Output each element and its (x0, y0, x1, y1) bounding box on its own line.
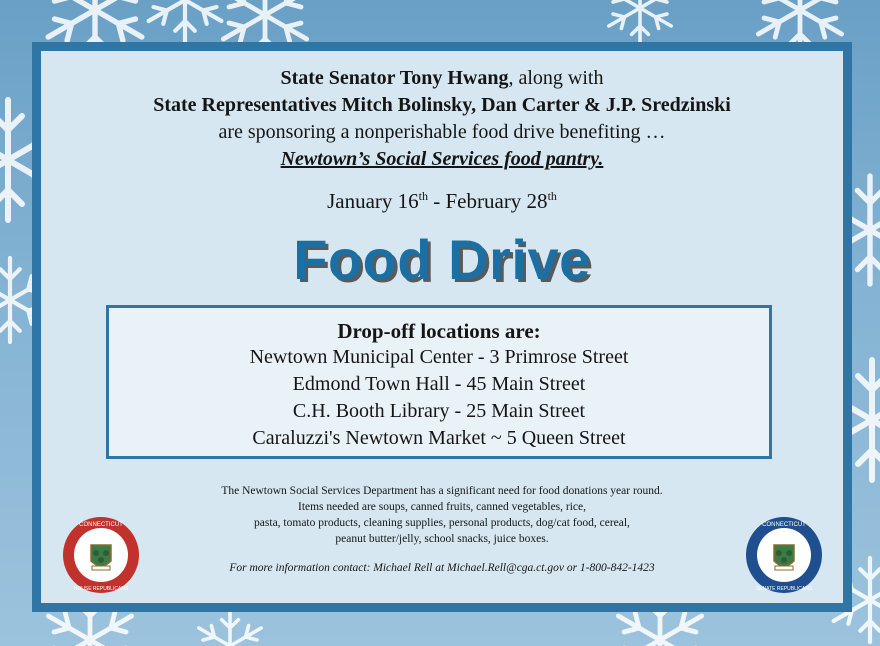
needs-note (41, 483, 843, 547)
pantry-name: Newtown’s Social Services food pantry. (280, 148, 604, 170)
contact-info: For more information contact: Michael Rell at Michael.Rell@cga.ct.gov or 1-800-842-1423 (229, 562, 655, 574)
seal-top-text: CONNECTICUT (79, 522, 123, 528)
dropoff-location: Caraluzzi's Newtown Market ~ 5 Queen Street (252, 427, 626, 449)
drive-dates (41, 183, 843, 214)
flyer-panel (41, 51, 843, 603)
page-title: Food Drive (293, 228, 591, 291)
note-line: Items needed are soups, canned fruits, canned vegetables, rice, (297, 501, 587, 513)
date-separator: - (428, 189, 446, 213)
dropoff-location: Newtown Municipal Center - 3 Primrose Street (249, 346, 629, 368)
dropoff-location: C.H. Booth Library - 25 Main Street (292, 400, 586, 422)
start-date: January 16 (327, 189, 419, 213)
seal-bottom-text: HOUSE REPUBLICANS (73, 586, 129, 592)
house-republicans-seal-icon (61, 515, 141, 595)
end-date-suffix: th (547, 189, 557, 203)
end-date: February 28 (445, 189, 548, 213)
dropoff-location: Edmond Town Hall - 45 Main Street (292, 373, 586, 395)
flyer-frame (32, 42, 852, 612)
note-line: peanut butter/jelly, school snacks, juice boxes. (335, 533, 549, 545)
note-line: pasta, tomato products, cleaning supplies, personal products, dog/cat food, cereal, (254, 517, 630, 529)
seal-top-text: CONNECTICUT (762, 522, 806, 528)
senate-republicans-seal-icon (744, 515, 824, 595)
sponsoring-line: are sponsoring a nonperishable food drive benefiting … (218, 121, 666, 143)
along-with-text: , along with (508, 67, 604, 89)
start-date-suffix: th (418, 189, 428, 203)
representatives-line: State Representatives Mitch Bolinsky, Dan Carter & J.P. Sredzinski (153, 94, 731, 116)
seal-bottom-text: SENATE REPUBLICANS (755, 586, 813, 592)
dropoff-heading: Drop-off locations are: (337, 319, 541, 343)
sponsor-intro (41, 51, 843, 173)
senator-name: State Senator Tony Hwang (280, 67, 509, 89)
note-line: The Newtown Social Services Department has a significant need for food donations year round. (221, 485, 663, 497)
dropoff-box (106, 305, 772, 459)
